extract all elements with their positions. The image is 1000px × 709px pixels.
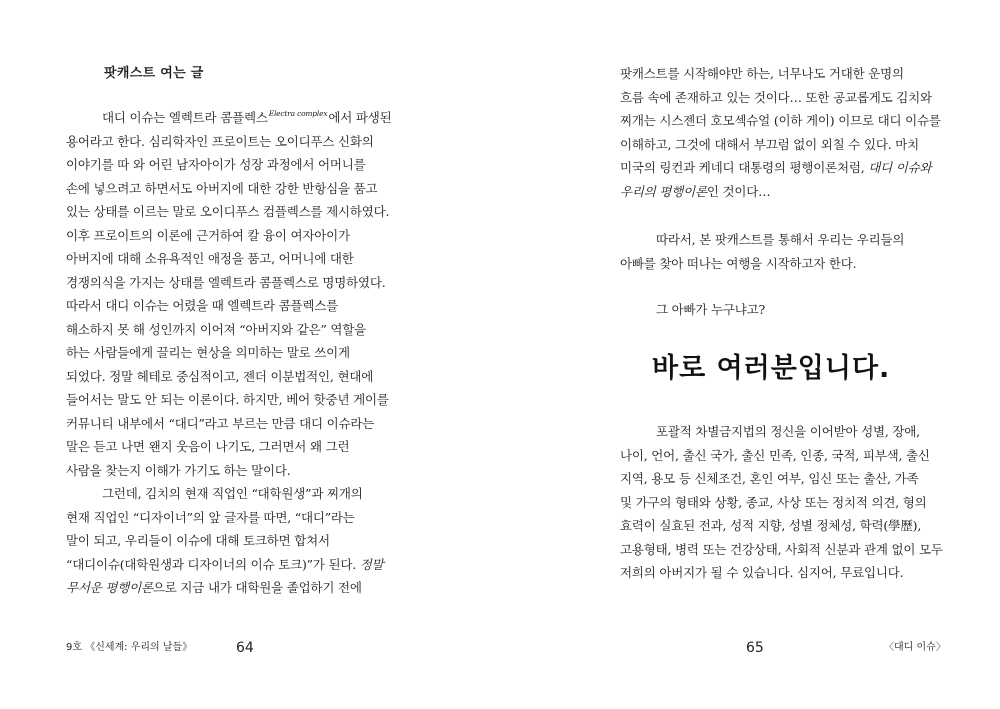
text-line: 따라서 대디 이슈는 어렸을 때 엘렉트라 콤플렉스를 [66,298,339,313]
page-number: 65 [746,640,764,656]
body-text [66,106,426,600]
text-line: 무서운 평행이론으로 지금 내가 대학원을 졸업하기 전에 [66,580,362,595]
text-line: 미국의 링컨과 케네디 대통령의 평행이론처럼, 대디 이슈와 [620,160,932,175]
superscript-note: Electra complex [268,109,328,118]
text-line: 이후 프로이트의 이론에 근거하여 칼 융이 여자아이가 [66,227,350,243]
text-line: 경쟁의식을 가지는 상태를 엘렉트라 콤플렉스로 명명하였다. [66,274,386,290]
question-line: 그 아빠가 누구냐고? [656,302,766,317]
text-line: 커뮤니티 내부에서 “대디”라고 부르는 만큼 대디 이슈라는 [66,415,375,431]
emphasis-text: 무서운 평행이론 [66,580,153,595]
paragraph [620,298,980,322]
text-line: 하는 사람들에게 끌리는 현상을 의미하는 말로 쓰이게 [66,345,350,360]
text-line: 팟캐스트를 시작해야만 하는, 너무나도 거대한 운명의 [620,66,904,81]
text-line: 말이 되고, 우리들이 이슈에 대해 토크하면 합쳐서 [66,533,330,548]
emphasis-text: 대디 이슈와 [868,160,932,175]
text-line: 나이, 언어, 출신 국가, 출신 민족, 인종, 국적, 피부색, 출신 [620,447,930,463]
text-line: 고용형태, 병력 또는 건강상태, 사회적 신분과 관계 없이 모두 [620,541,943,557]
paragraph [620,420,980,585]
text-line: 저희의 아버지가 될 수 있습니다. 심지어, 무료입니다. [620,565,904,580]
text-line: 효력이 실효된 전과, 성적 지향, 성별 정체성, 학력(學歷), [620,518,922,533]
text-line: 이해하고, 그것에 대해서 부끄럼 없이 외칠 수 있다. 마치 [620,136,919,152]
text-line: 현재 직업인 “디자이너”의 앞 글자를 따면, “대디”라는 [66,509,355,525]
text-line: 포괄적 차별금지법의 정신을 이어받아 성별, 장애, [656,424,920,439]
text-line: 말은 듣고 나면 왠지 웃음이 나기도, 그러면서 왜 그런 [66,439,350,454]
text-line: 그런데, 김치의 현재 직업인 “대학원생”과 찌개의 [102,486,363,501]
section-heading: 팟캐스트 여는 글 [104,66,204,81]
emphasis-text: 정말 [359,556,384,572]
text-line: 아버지에 대해 소유욕적인 애정을 품고, 어머니에 대한 [66,251,354,266]
text-line: 손에 넣으려고 하면서도 아버지에 대한 강한 반항심을 품고 [66,180,378,196]
text-line: 아빠를 찾아 떠나는 여행을 시작하고자 한다. [620,255,857,271]
text-line: 있는 상태를 이르는 말로 오이디푸스 컴플렉스를 제시하였다. [66,204,390,219]
text-line: 들어서는 말도 안 되는 이론이다. 하지만, 베어 핫중년 게이를 [66,392,389,407]
text-line: 되었다. 정말 헤테로 중심적이고, 젠더 이분법적인, 현대에 [66,368,374,384]
text-line: 따라서, 본 팟캐스트를 통해서 우리는 우리들의 [656,232,905,247]
text-line: 및 가구의 형태와 상황, 종교, 사상 또는 정치적 의견, 형의 [620,494,927,510]
text-line: 대디 이슈는 엘렉트라 콤플렉스$^{Electra complex}$에서 파생된 [102,109,392,125]
text-line: 흐름 속에 존재하고 있는 것이다… 또한 공교롭게도 김치와 [620,89,932,105]
text-line: 사람을 찾는지 이해가 가기도 하는 말이다. [66,462,291,478]
text-line: 지역, 용모 등 신체조건, 혼인 여부, 임신 또는 출산, 가족 [620,471,919,486]
text-line: 해소하지 못 해 성인까지 이어져 “아버지와 같은” 역할을 [66,321,367,337]
emphasis-text: 우리의 평행이론 [620,183,707,199]
text-line: 우리의 평행이론인 것이다… [620,183,771,199]
text-line: 이야기를 따 와 어린 남자아이가 성장 과정에서 어머니를 [66,157,366,172]
text-line: 찌개는 시스젠더 호모섹슈얼 (이하 게이) 이므로 대디 이슈를 [620,113,941,128]
paragraph [620,62,980,203]
text-line: “대디이슈(대학원생과 디자이너의 이슈 토크)”가 된다. 정말 [66,556,384,572]
page-number: 64 [236,640,254,656]
text-line: 용어라고 한다. 심리학자인 프로이트는 오이디푸스 신화의 [66,133,374,149]
running-footer-title: 9호 《신세계: 우리의 날들》 [66,642,193,653]
right-page [500,0,1000,709]
highlight-statement: 바로 여러분입니다. [652,353,891,384]
paragraph [620,228,980,275]
running-footer-title: 〈대디 이슈〉 [884,642,946,653]
